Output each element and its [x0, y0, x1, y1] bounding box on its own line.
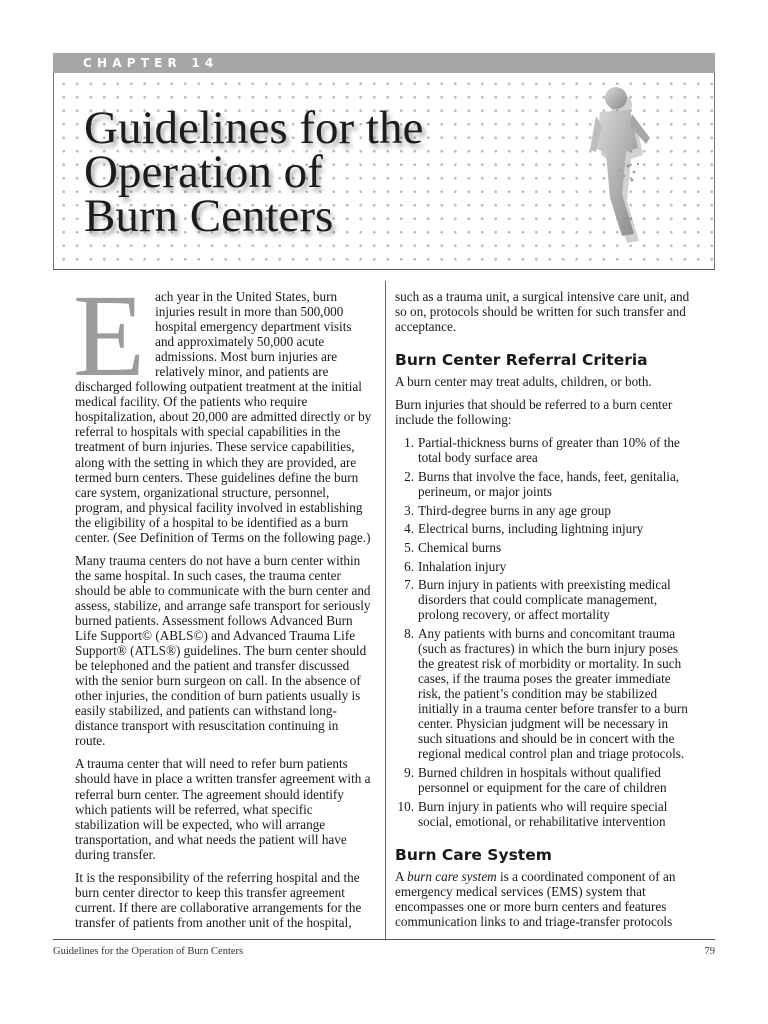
list-item	[395, 521, 693, 536]
list-text: Burn injury in patients with preexisting medical disorders that could complicate management, prolong recovery, or affect mortality	[418, 577, 671, 623]
title-line-2: Operation of	[84, 146, 323, 198]
list-text: Chemical burns	[418, 539, 502, 555]
paragraph-transfer-agreement: A trauma center that will need to refer burn patients should have in place a written transfer agreement with a referral burn center. The agreement should identify which patients will be referred, what specific stabilization will be expected, who will arrange transportation, and what needs the patient will have during transfer.	[75, 756, 371, 862]
running-figure-icon	[588, 86, 668, 246]
list-text: Electrical burns, including lightning injury	[418, 521, 644, 537]
burn-care-system-heading: Burn Care System	[395, 845, 552, 864]
chapter-label-bar: CHAPTER 14	[53, 53, 715, 73]
list-text: Any patients with burns and concomitant trauma (such as fractures) in which the burn injury poses the greatest risk of morbidity or mortality. In such cases, if the trauma poses the greater immediate risk, the patient’s condition may be stabilized initially in a trauma center before transfer to a burn center. Physician judgment will be necessary in such situations and should be in concert with the regional medical control plan and triage protocols.	[418, 625, 688, 762]
list-number: 4.	[404, 521, 414, 537]
list-text: Partial-thickness burns of greater than 10% of the total body surface area	[418, 435, 680, 466]
referral-lead: Burn injuries that should be referred to a burn center include the following:	[395, 397, 673, 428]
list-number: 9.	[404, 764, 414, 780]
intro-text: ach year in the United States, burn injuries result in more than 500,000 hospital emergency department visits and approximately 50,000 acute admissions. Most burn injuries are relatively minor, and patients are discharged following outpatient treatment at the initial medical facility. Of the patients who require hospitalization, about 20,000 are admitted directly or by referral to hospitals with special capabilities in the treatment of burn injuries. These service capabilities, along with the setting in which they are provided, are termed burn centers. These guidelines define the burn care system, organizational structure, personnel, program, and physical facility involved in establishing the eligibility of a hospital to be identified as a burn center. (See Definition of Terms on the following page.)	[75, 289, 372, 545]
list-number: 8.	[404, 625, 414, 641]
list-number: 3.	[404, 502, 414, 518]
paragraph-responsibility: It is the responsibility of the referring hospital and the burn center director to keep this transfer agreement current. If there are collaborative arrangements for the transfer of patients from another unit of the hospital,	[75, 869, 362, 930]
title-line-1: Guidelines for the	[84, 102, 424, 154]
chapter-title	[84, 102, 424, 242]
page-number: 79	[704, 946, 715, 957]
list-number: 1.	[404, 435, 414, 451]
column-divider	[385, 281, 386, 939]
right-column	[395, 289, 693, 937]
list-item	[395, 765, 693, 795]
list-text: Third-degree burns in any age group	[418, 502, 611, 518]
continuation-paragraph: such as a trauma unit, a surgical intensive care unit, and so on, protocols should be written for such transfer and acceptance.	[395, 289, 690, 335]
footer-rule	[53, 939, 715, 940]
list-number: 6.	[404, 558, 414, 574]
drop-cap: E	[73, 270, 146, 401]
list-item	[395, 469, 693, 499]
referral-criteria-list	[395, 435, 693, 828]
list-text: Inhalation injury	[418, 558, 507, 574]
list-item	[395, 799, 693, 829]
list-number: 7.	[404, 577, 414, 593]
care-term: burn care system	[407, 868, 497, 884]
list-item	[395, 626, 693, 761]
referral-criteria-heading: Burn Center Referral Criteria	[395, 351, 648, 370]
list-number: 10.	[397, 798, 414, 814]
list-text: Burned children in hospitals without qualified personnel or equipment for the care of children	[418, 764, 667, 796]
care-article: A	[395, 868, 404, 884]
list-text: Burns that involve the face, hands, feet, genitalia, perineum, or major joints	[418, 468, 680, 500]
list-item	[395, 577, 693, 622]
list-item	[395, 559, 693, 574]
list-item	[395, 540, 693, 555]
care-definition: is a coordinated component of an emergency medical services (EMS) system that encompasses one or more burn centers and features communication links to and triage-transfer protocols	[395, 868, 676, 929]
footer-running-title: Guidelines for the Operation of Burn Centers	[53, 946, 244, 957]
left-column	[73, 270, 372, 938]
list-number: 2.	[404, 468, 414, 484]
intro-paragraph	[73, 270, 372, 545]
list-number: 5.	[404, 539, 414, 555]
burn-care-system-paragraph	[395, 869, 693, 929]
list-item	[395, 503, 693, 518]
title-line-3: Burn Centers	[84, 190, 334, 242]
header-rule	[53, 269, 715, 270]
paragraph-trauma-centers: Many trauma centers do not have a burn center within the same hospital. In such cases, the trauma center should be able to communicate with the burn center and assess, stabilize, and arrange safe transport for seriously burned patients. Assessment follows Advanced Burn Life Support© (ABLS©) and Advanced Trauma Life Support® (ATLS®) guidelines. The burn center should be telephoned and the patient and transfer discussed with the senior burn surgeon on call. In the absence of other injuries, the condition of burn patients usually is easily stabilized, and patients can withstand long-distance transport with resuscitation continuing in route.	[75, 552, 371, 749]
list-text: Burn injury in patients who will require special social, emotional, or rehabilitative intervention	[418, 798, 668, 829]
list-item	[395, 435, 693, 465]
referral-intro: A burn center may treat adults, children, or both.	[395, 374, 652, 390]
